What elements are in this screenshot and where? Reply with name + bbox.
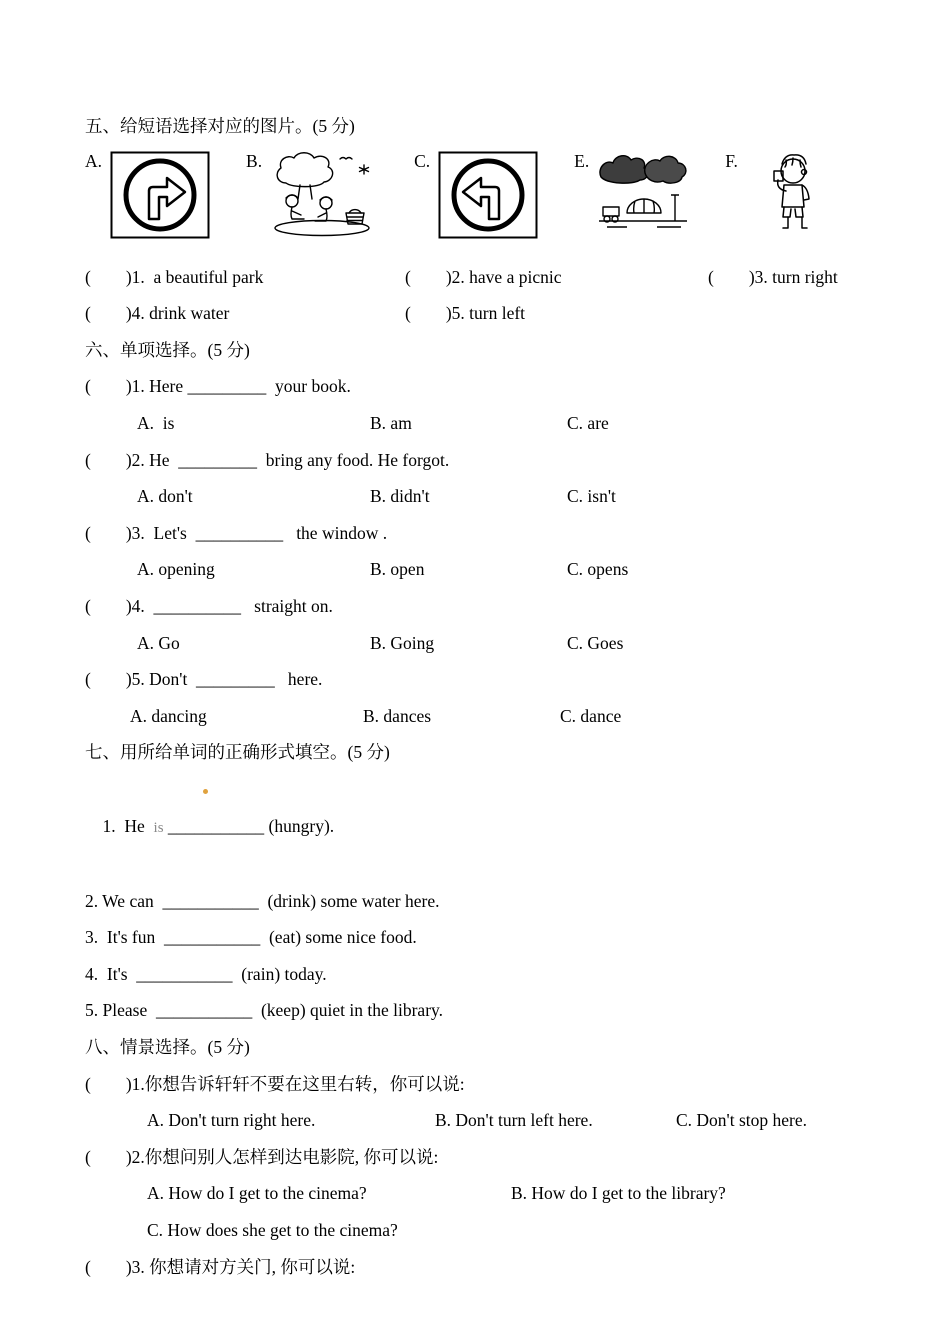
handwritten-answer: is xyxy=(153,819,164,836)
match-row-1 xyxy=(85,259,900,296)
option-b: B. How do I get to the library? xyxy=(511,1183,726,1204)
question-8-1-stem: ( )1.你想告诉轩轩不要在这里右转，你可以说: xyxy=(85,1073,465,1094)
option-b: B. am xyxy=(370,412,412,433)
question-6-2-options xyxy=(85,478,900,515)
option-c: C. Goes xyxy=(567,632,624,653)
question-6-1-options xyxy=(85,405,900,442)
picture-option-a xyxy=(85,151,210,239)
match-item-5: ( )5. turn left xyxy=(405,303,526,324)
turn-left-sign-image xyxy=(438,151,538,239)
fill-item-1-post: ___________ (hungry). xyxy=(163,815,335,836)
question-6-3-options xyxy=(85,551,900,588)
question-6-5-options xyxy=(85,698,900,735)
question-8-2-options-row1 xyxy=(85,1175,900,1212)
picture-label-c: C. xyxy=(414,150,431,171)
turn-right-sign-image xyxy=(110,151,210,239)
question-6-4-options xyxy=(85,625,900,662)
picture-label-a: A. xyxy=(85,150,103,171)
option-a: A. is xyxy=(137,412,175,433)
picture-option-f xyxy=(725,151,838,239)
option-a: A. Don't turn right here. xyxy=(147,1110,316,1131)
fill-item-2: 2. We can ___________ (drink) some water here. xyxy=(85,890,440,911)
picture-label-e: E. xyxy=(574,150,590,171)
option-c: C. isn't xyxy=(567,486,616,507)
picture-label-b: B. xyxy=(246,150,263,171)
section-eight-title: 八、情景选择。(5 分) xyxy=(85,1037,250,1058)
option-a: A. don't xyxy=(137,486,193,507)
option-a: A. opening xyxy=(137,559,215,580)
section-seven-title: 七、用所给单词的正确形式填空。(5 分) xyxy=(85,742,390,763)
picture-option-b xyxy=(246,151,378,239)
fill-item-1-pre: 1. He xyxy=(102,815,154,836)
picture-row xyxy=(85,151,900,253)
option-c: C. opens xyxy=(567,559,629,580)
picture-label-f: F. xyxy=(725,150,738,171)
picture-option-e xyxy=(574,151,689,239)
picnic-scene-image xyxy=(270,151,378,239)
question-6-4-stem: ( )4. __________ straight on. xyxy=(85,595,333,616)
fill-item-1 xyxy=(85,771,900,883)
option-b: B. Going xyxy=(370,632,435,653)
option-b: B. didn't xyxy=(370,486,430,507)
fill-item-3: 3. It's fun ___________ (eat) some nice food. xyxy=(85,927,417,948)
picture-option-c xyxy=(414,151,538,239)
match-item-4: ( )4. drink water xyxy=(85,303,230,324)
question-6-5-stem: ( )5. Don't _________ here. xyxy=(85,669,323,690)
option-b: B. dances xyxy=(363,705,432,726)
match-item-3: ( )3. turn right xyxy=(708,266,838,287)
option-a: A. How do I get to the cinema? xyxy=(147,1183,367,1204)
park-scene-image xyxy=(597,151,689,239)
match-row-2 xyxy=(85,295,900,332)
question-8-2-stem: ( )2.你想问别人怎样到达电影院, 你可以说: xyxy=(85,1146,439,1167)
question-6-1-stem: ( )1. Here _________ your book. xyxy=(85,376,351,397)
option-a: A. dancing xyxy=(130,705,207,726)
boy-drinking-water-image xyxy=(746,151,838,239)
match-item-2: ( )2. have a picnic xyxy=(405,266,562,287)
question-8-2-option-c: C. How does she get to the cinema? xyxy=(147,1220,398,1241)
section-five-title: 五、给短语选择对应的图片。(5 分) xyxy=(85,116,355,136)
option-c: C. Don't stop here. xyxy=(676,1110,807,1131)
question-8-3-stem: ( )3. 你想请对方关门, 你可以说: xyxy=(85,1256,356,1277)
fill-item-4: 4. It's ___________ (rain) today. xyxy=(85,963,327,984)
option-a: A. Go xyxy=(137,632,180,653)
question-8-1-options xyxy=(85,1102,900,1139)
option-b: B. open xyxy=(370,559,425,580)
option-c: C. dance xyxy=(560,705,622,726)
question-6-2-stem: ( )2. He _________ bring any food. He forgot. xyxy=(85,449,450,470)
fill-item-5: 5. Please ___________ (keep) quiet in the library. xyxy=(85,1000,444,1021)
question-6-3-stem: ( )3. Let's __________ the window . xyxy=(85,522,388,543)
option-b: B. Don't turn left here. xyxy=(435,1110,593,1131)
match-item-1: ( )1. a beautiful park xyxy=(85,266,264,287)
stray-mark xyxy=(203,789,208,794)
section-six-title: 六、单项选择。(5 分) xyxy=(85,339,250,360)
option-c: C. are xyxy=(567,412,609,433)
